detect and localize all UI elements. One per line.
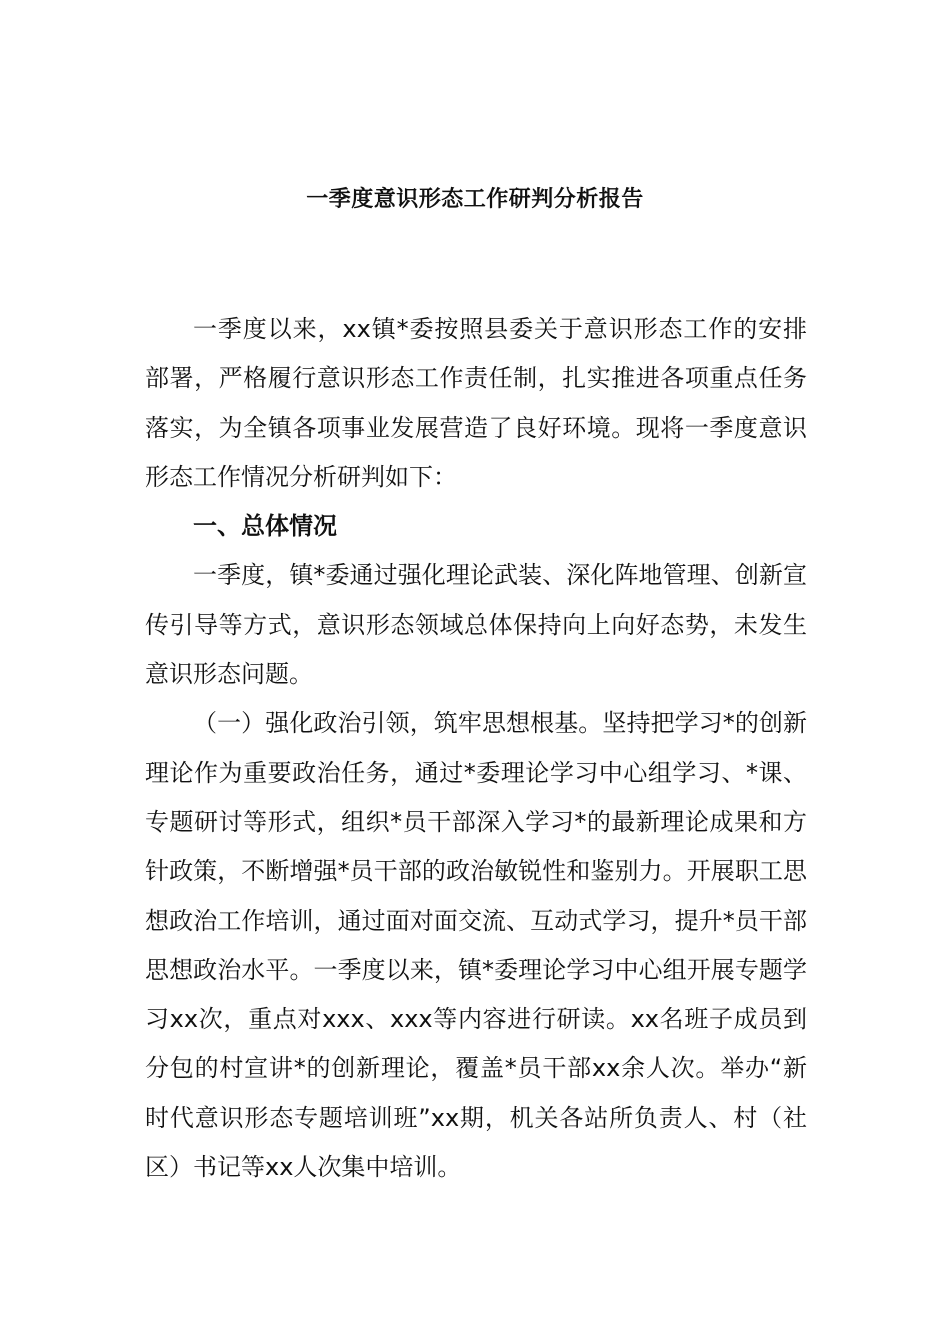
section-heading-overview: 一、总体情况 [193,512,337,541]
document-body [145,305,807,1192]
document-title: 一季度意识形态工作研判分析报告 [306,187,644,212]
intro-paragraph: 一季度以来，xx镇*委按照县委关于意识形态工作的安排部署，严格履行意识形态工作责任制，扎实推进各项重点任务落实，为全镇各项事业发展营造了良好环境。现将一季度意识形态工作情况分析研判如下： [145,315,807,491]
subsection-paragraph-political-guidance: （一）强化政治引领，筑牢思想根基。坚持把学习*的创新理论作为重要政治任务，通过*委理论学习中心组学习、*课、专题研讨等形式，组织*员干部深入学习*的最新理论成果和方针政策，不断增强*员干部的政治敏锐性和鉴别力。开展职工思想政治工作培训，通过面对面交流、互动式学习，提升*员干部思想政治水平。一季度以来，镇*委理论学习中心组开展专题学习xx次，重点对xxx、xxx等内容进行研读。xx名班子成员到分包的村宣讲*的创新理论，覆盖*员干部xx余人次。举办“新时代意识形态专题培训班”xx期，机关各站所负责人、村（社区）书记等xx人次集中培训。 [145,709,807,1182]
overview-paragraph: 一季度，镇*委通过强化理论武装、深化阵地管理、创新宣传引导等方式，意识形态领域总体保持向上向好态势，未发生意识形态问题。 [145,561,807,689]
